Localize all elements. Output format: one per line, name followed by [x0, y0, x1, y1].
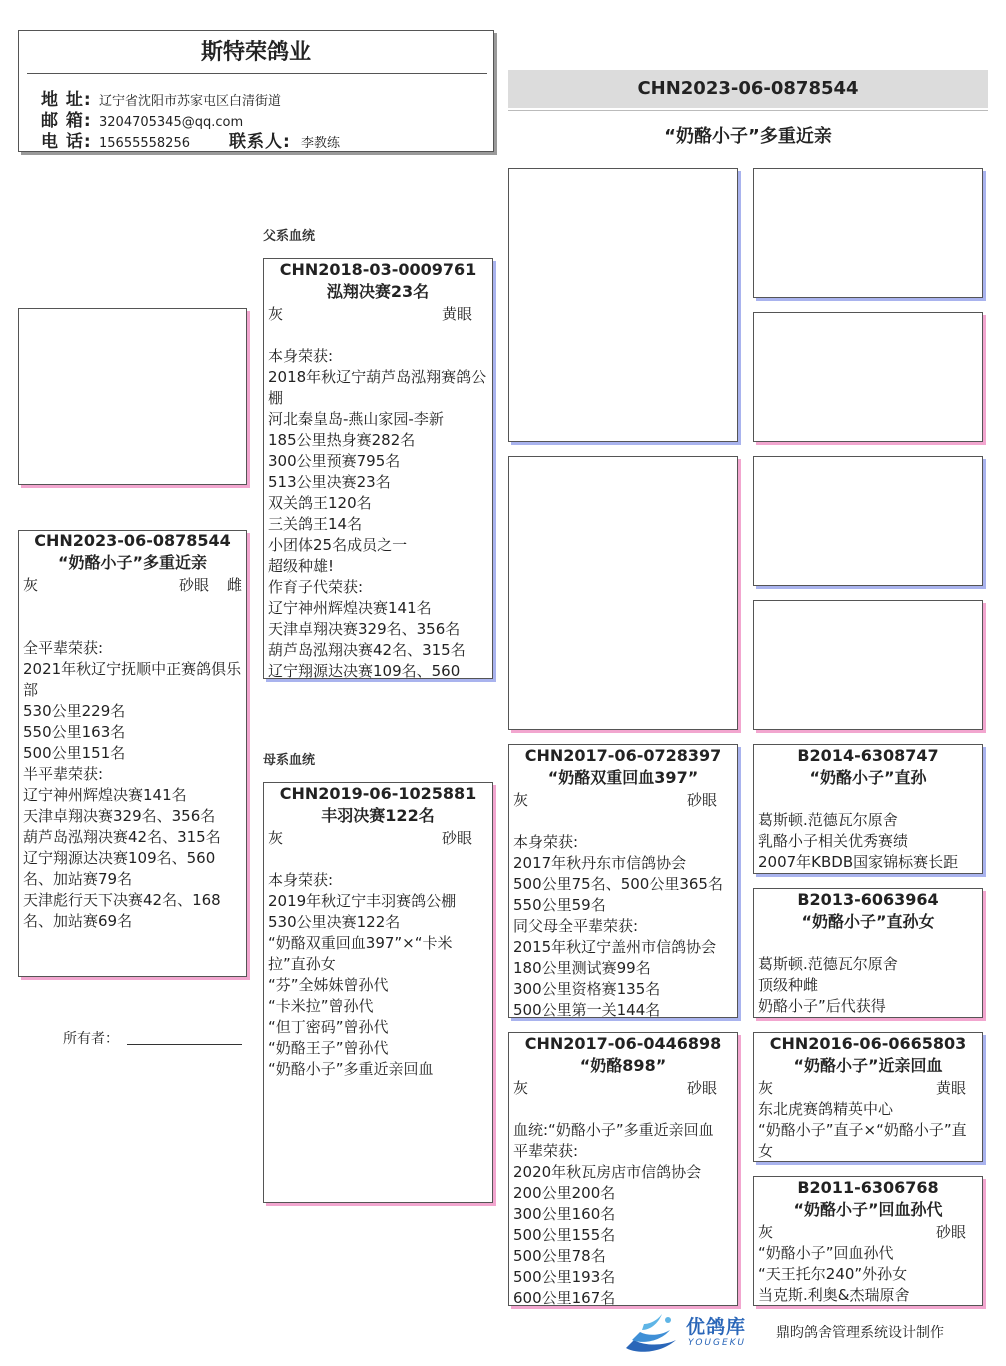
note-line: 500公里第一关144名: [513, 1001, 661, 1018]
note-line: 530公里229名: [23, 702, 126, 720]
ggp-7-notes: [758, 1099, 978, 1162]
sire-sire-card: [508, 168, 738, 442]
sire-dam-card: [508, 456, 738, 730]
note-line: 辽宁翔源达决赛109名、560: [268, 662, 461, 679]
dam-dam-ring-id: CHN2017-06-0446898: [524, 1034, 722, 1053]
owner-label: 所有者：: [63, 1031, 119, 1047]
note-line: 葛斯顿.范德瓦尔原舍: [758, 955, 898, 973]
dam-dam-card: [508, 1032, 738, 1306]
note-line: 河北秦皇岛-燕山家园-李新: [268, 410, 444, 428]
subject-attrs: [23, 574, 242, 596]
subject-card: [18, 530, 247, 977]
subject-eye: 砂眼: [179, 576, 210, 594]
phone-label: 电 话:: [41, 132, 92, 152]
spacer: [264, 849, 492, 870]
subject-color: 灰: [23, 576, 39, 594]
sire-ring-id: CHN2018-03-0009761: [279, 260, 477, 279]
subject-ring-id: CHN2023-06-0878544: [34, 531, 231, 550]
logo-subtitle: YOUGEKU: [688, 1338, 747, 1348]
ggp-8-notes: [758, 1243, 978, 1306]
note-line: 2018年秋辽宁葫芦岛泓翔赛鸽公棚: [268, 368, 487, 407]
dam-section-label: 母系血统: [263, 753, 316, 768]
spacer: [19, 617, 246, 638]
dam-dam-color: 灰: [513, 1079, 529, 1097]
note-line: 双关鸽王120名: [268, 494, 372, 512]
dam-dam-name: “奶酪898”: [579, 1056, 667, 1075]
phone-value[interactable]: 15655558256: [99, 136, 190, 151]
dam-ring-id: CHN2019-06-1025881: [279, 784, 477, 803]
ggp-card-6: [753, 888, 983, 1018]
ggp-card-1: [753, 168, 983, 298]
spacer: [264, 325, 492, 346]
ggp-5-ring-id: B2014-6308747: [797, 746, 939, 765]
pigeon-name-banner: “奶酪小子”多重近亲: [664, 126, 832, 147]
note-line: 辽宁神州辉煌决赛141名: [268, 599, 432, 617]
logo-wordmark: 优鸽库: [686, 1316, 747, 1338]
email-label: 邮 箱:: [41, 111, 92, 131]
note-line: “奶酪小子”直子×“奶酪小子”直女: [758, 1121, 967, 1160]
address-label: 地 址:: [41, 90, 92, 110]
note-line: 185公里热身赛282名: [268, 431, 416, 449]
ggp-8-eye: 砂眼: [935, 1223, 966, 1241]
note-line: 葫芦岛泓翔决赛42名、315名: [268, 641, 466, 659]
note-line: 平辈荣获:: [513, 1142, 579, 1160]
note-line: 530公里决赛122名: [268, 913, 401, 931]
ggp-6-ring-id: B2013-6063964: [797, 890, 939, 909]
note-line: 天津彪行天下决赛42名、168名、加站赛69名: [23, 891, 221, 930]
ggp-7-ring-id: CHN2016-06-0665803: [769, 1034, 967, 1053]
footer-credit: 鼎昀鸽舍管理系统设计制作: [776, 1325, 944, 1341]
yougeku-logo: [620, 1310, 760, 1358]
note-line: 2021年秋辽宁抚顺中正赛鸽俱乐部: [23, 660, 242, 699]
loft-name: 斯特荣鸽业: [200, 40, 311, 65]
sire-attrs: [268, 303, 488, 325]
pigeon-id-banner: CHN2023-06-0878544: [508, 70, 988, 108]
note-line: 513公里决赛23名: [268, 473, 391, 491]
dam-dam-eye: 砂眼: [686, 1079, 717, 1097]
note-line: 本身荣获:: [268, 871, 334, 889]
ggp-6-name: “奶酪小子”直孙女: [801, 912, 935, 931]
note-line: 300公里资格赛135名: [513, 980, 661, 998]
dam-sire-ring-id: CHN2017-06-0728397: [524, 746, 722, 765]
subject-photo: [18, 308, 247, 485]
ggp-card-5: [753, 744, 983, 874]
note-line: “卡米拉”曾孙代: [268, 997, 374, 1015]
note-line: “芬”全姊妹曾孙代: [268, 976, 389, 994]
spacer: [754, 789, 982, 810]
note-line: 600公里167名: [513, 1289, 616, 1306]
note-line: “奶酪双重回血397”×“卡米拉”直孙女: [268, 934, 453, 973]
note-line: 顶级种雌: [758, 976, 819, 994]
note-line: 辽宁神州辉煌决赛141名: [23, 786, 187, 804]
note-line: 小团体25名成员之一: [268, 536, 408, 554]
note-line: 2019年秋辽宁丰羽赛鸽公棚: [268, 892, 457, 910]
dam-dam-notes: [513, 1120, 733, 1306]
note-line: 200公里200名: [513, 1184, 616, 1202]
logo-wave-icon: [620, 1310, 682, 1358]
note-line: 本身荣获:: [268, 347, 334, 365]
note-line: 三关鸽王14名: [268, 515, 363, 533]
note-line: 500公里78名: [513, 1247, 606, 1265]
note-line: 同父母全平辈荣获:: [513, 917, 639, 935]
note-line: 550公里163名: [23, 723, 126, 741]
note-line: 300公里预赛795名: [268, 452, 401, 470]
ggp-card-2: [753, 312, 983, 442]
dam-sire-notes: [513, 832, 733, 1018]
note-line: “奶酪小子”回血孙代: [758, 1244, 894, 1262]
note-line: 本身荣获:: [513, 833, 579, 851]
note-line: 血统:“奶酪小子”多重近亲回血: [513, 1121, 714, 1139]
note-line: 天津卓翔决赛329名、356名: [23, 807, 216, 825]
ggp-card-4: [753, 600, 983, 730]
sire-color: 灰: [268, 305, 284, 323]
note-line: “天王托尔240”外孙女: [758, 1265, 908, 1283]
note-line: 辽宁翔源达决赛109名、560名、加站赛79名: [23, 849, 216, 888]
dam-dam-attrs: [513, 1077, 733, 1099]
note-line: 550公里59名: [513, 896, 606, 914]
note-line: 500公里155名: [513, 1226, 616, 1244]
note-line: 葛斯顿.范德瓦尔原舍: [758, 811, 898, 829]
dam-card: [263, 782, 493, 1203]
ggp-5-notes: [758, 810, 978, 873]
phone-row: [41, 127, 340, 152]
note-line: 全平辈荣获:: [23, 639, 104, 657]
address-value: 辽宁省沈阳市苏家屯区白清街道: [99, 94, 282, 109]
loft-header: [18, 30, 494, 152]
sire-name: 泓翔决赛23名: [326, 282, 430, 301]
note-line: 500公里193名: [513, 1268, 616, 1286]
ggp-7-color: 灰: [758, 1079, 774, 1097]
note-line: 2020年秋瓦房店市信鸽协会: [513, 1163, 702, 1181]
note-line: 2017年秋丹东市信鸽协会: [513, 854, 687, 872]
dam-sire-name: “奶酪双重回血397”: [547, 768, 699, 787]
spacer: [754, 933, 982, 954]
sire-section-label: 父系血统: [263, 229, 316, 244]
note-line: 2007年KBDB国家锦标赛长距: [758, 853, 959, 871]
note-line: 超级种雄!: [268, 557, 335, 575]
dam-sire-card: [508, 744, 738, 1018]
ggp-8-attrs: [758, 1221, 978, 1243]
dam-sire-attrs: [513, 789, 733, 811]
sire-notes: [268, 346, 488, 679]
contact-label: 联系人:: [229, 132, 291, 152]
note-line: 半平辈荣获:: [23, 765, 104, 783]
subject-notes: [23, 638, 242, 932]
note-line: “但丁密码”曾孙代: [268, 1018, 389, 1036]
ggp-5-name: “奶酪小子”直孙: [809, 768, 927, 787]
subject-sex: 雌: [226, 576, 242, 594]
ggp-7-eye: 黄眼: [935, 1079, 966, 1097]
note-line: 葫芦岛泓翔决赛42名、315名: [23, 828, 221, 846]
email-value[interactable]: 3204705345@qq.com: [99, 115, 244, 130]
note-line: 180公里测试赛99名: [513, 959, 651, 977]
ggp-6-notes: [758, 954, 978, 1017]
ggp-card-8: [753, 1176, 983, 1306]
header-divider: [27, 73, 487, 74]
note-line: “奶酪王子”曾孙代: [268, 1039, 389, 1057]
ggp-card-3: [753, 456, 983, 586]
ggp-8-color: 灰: [758, 1223, 774, 1241]
dam-notes: [268, 870, 488, 1080]
note-line: 东北虎赛鸽精英中心: [758, 1100, 894, 1118]
note-line: 500公里151名: [23, 744, 126, 762]
subject-name: “奶酪小子”多重近亲: [57, 553, 208, 572]
note-line: 300公里160名: [513, 1205, 616, 1223]
sire-eye: 黄眼: [441, 305, 472, 323]
note-line: 作育子代荣获:: [268, 578, 364, 596]
note-line: 2015年秋辽宁盖州市信鸽协会: [513, 938, 717, 956]
note-line: 乳酪小子相关优秀赛绩: [758, 832, 909, 850]
ggp-card-7: [753, 1032, 983, 1162]
dam-name: 丰羽决赛122名: [321, 806, 435, 825]
note-line: “奶酪小子”多重近亲回血: [268, 1060, 434, 1078]
dam-sire-eye: 砂眼: [686, 791, 717, 809]
banner-divider: [508, 110, 988, 111]
ggp-7-attrs: [758, 1077, 978, 1099]
sire-card: [263, 258, 493, 679]
dam-color: 灰: [268, 829, 284, 847]
spacer: [19, 596, 246, 617]
spacer: [509, 1099, 737, 1120]
note-line: 天津卓翔决赛329名、356名: [268, 620, 461, 638]
ggp-8-name: “奶酪小子”回血孙代: [793, 1200, 943, 1219]
note-line: 500公里75名、500公里365名: [513, 875, 723, 893]
owner-signature-line[interactable]: [127, 1044, 242, 1045]
note-line: 当克斯.利奥&杰瑞原舍: [758, 1286, 910, 1304]
dam-eye: 砂眼: [441, 829, 472, 847]
dam-sire-color: 灰: [513, 791, 529, 809]
ggp-7-name: “奶酪小子”近亲回血: [793, 1056, 943, 1075]
ggp-8-ring-id: B2011-6306768: [797, 1178, 939, 1197]
contact-value: 李教练: [301, 136, 341, 151]
spacer: [509, 811, 737, 832]
dam-attrs: [268, 827, 488, 849]
note-line: 奶酪小子”后代获得: [758, 997, 886, 1015]
